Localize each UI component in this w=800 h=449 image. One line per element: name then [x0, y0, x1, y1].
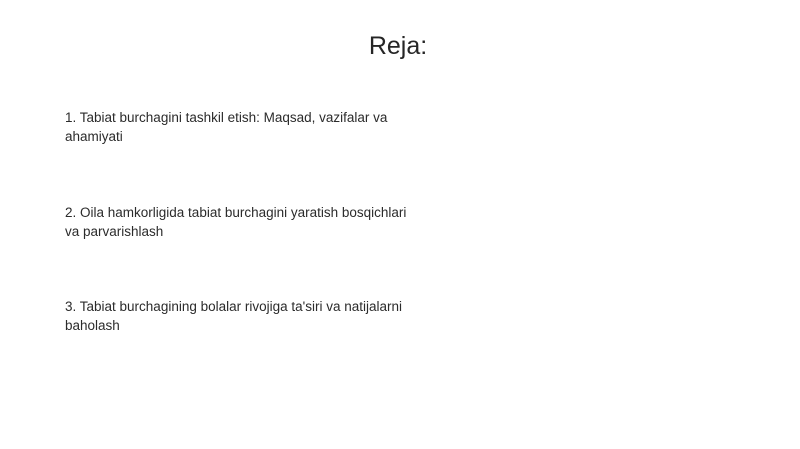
slide-title: Reja: — [368, 32, 428, 60]
plan-item-3: 3. Tabiat burchagining bolalar rivojiga ta'siri va natijalarni baholash — [65, 299, 403, 333]
plan-item-2: 2. Oila hamkorligida tabiat burchagini yaratish bosqichlari va parvarishlash — [65, 205, 407, 239]
plan-item-1: 1. Tabiat burchagini tashkil etish: Maqsad, vazifalar va ahamiyati — [65, 110, 388, 144]
